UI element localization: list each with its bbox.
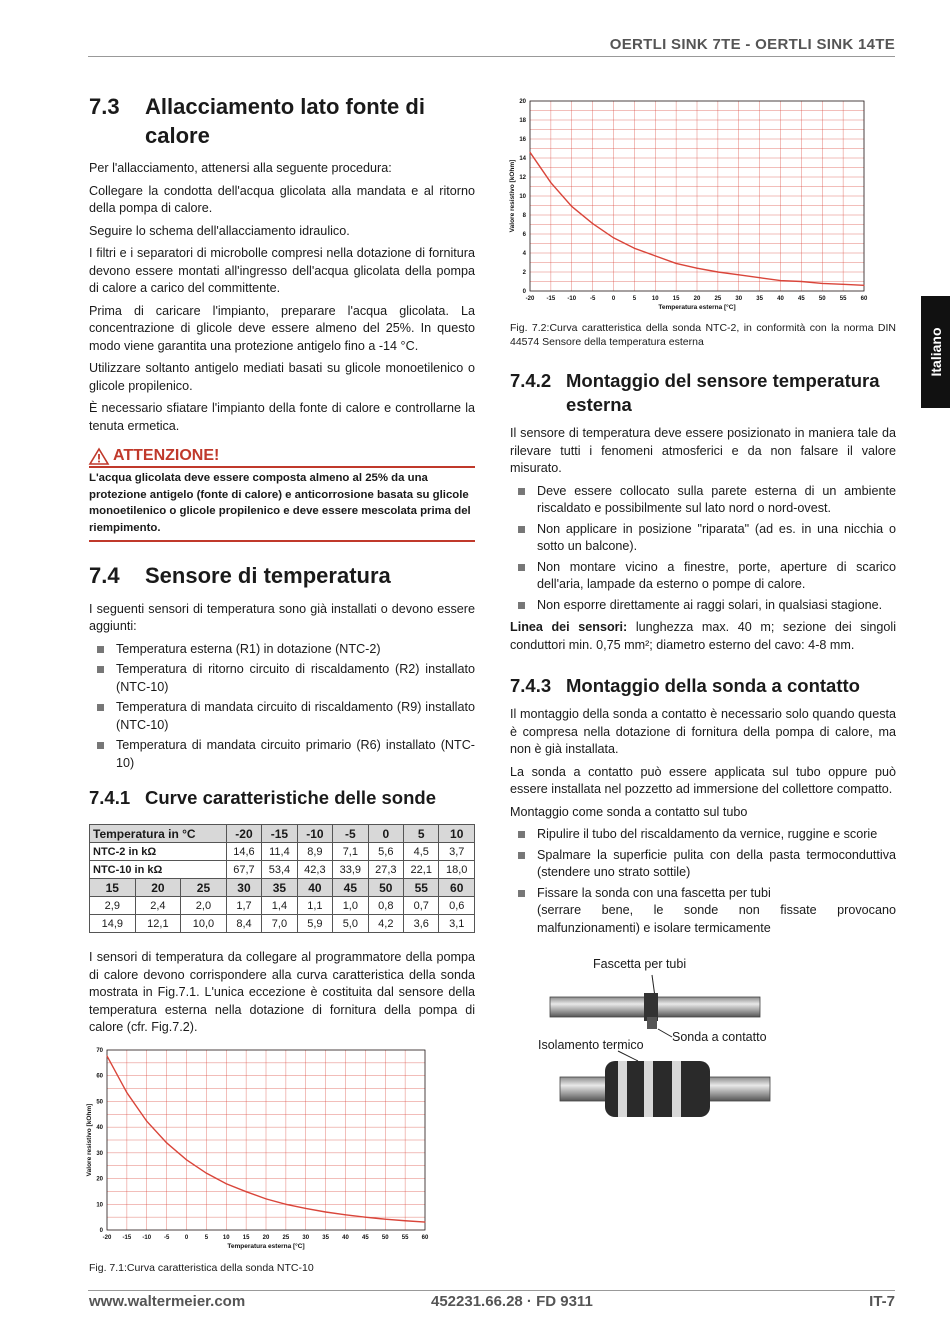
table-cell: 2,4 <box>135 897 181 915</box>
table-cell: 45 <box>333 879 368 897</box>
chart-ntc2 <box>510 95 896 317</box>
data-point <box>801 281 802 282</box>
figure-caption: Fig. 7.1:Curva caratteristica della sonda NTC-10 <box>89 1261 314 1274</box>
list-item: Deve essere collocato sulla parete esterna di un ambiente riscaldato e possibilmente sul lato nord o nord-ovest. <box>510 483 896 518</box>
x-tick-label: 30 <box>735 296 743 302</box>
x-tick-label: -10 <box>142 1234 152 1241</box>
section-7-4-3-heading <box>510 674 896 698</box>
y-tick-label: 50 <box>96 1099 103 1106</box>
list-item: Ripulire il tubo del riscaldamento da vernice, ruggine e scorie <box>510 826 896 844</box>
x-tick-label: 15 <box>672 296 680 302</box>
paragraph: Prima di caricare l'impianto, preparare l'acqua glicolata. La concentrazione di glicole deve essere almeno del 25%. In questo modo viene garantita una protezione antigelo fino a -14 °C. <box>89 303 475 353</box>
contact-probe-list <box>510 826 896 937</box>
section-title: Montaggio del sensore temperatura esterna <box>566 370 880 416</box>
paragraph: Seguire lo schema dell'allacciamento idraulico. <box>89 223 350 238</box>
x-tick-label: -5 <box>163 1234 170 1241</box>
table-cell: -5 <box>333 825 368 843</box>
table-cell: 1,0 <box>333 897 368 915</box>
sensor-line-text: lunghezza max. 40 m; sezione dei singoli conduttori min. 0,75 mm²; diametro esterno del cavo: 4-8 mm. <box>510 620 896 652</box>
x-tick-label: 10 <box>651 296 659 302</box>
paragraph: È necessario sfiatare l'impianto della fonte di calore e controllarne la tenuta ermetica. <box>89 401 475 433</box>
paragraph: Per l'allacciamento, attenersi alla seguente procedura: <box>89 161 392 176</box>
table-cell: 8,9 <box>297 843 332 861</box>
y-tick-label: 20 <box>96 1176 103 1183</box>
y-tick-label: 6 <box>522 232 526 238</box>
y-tick-label: 0 <box>522 289 526 295</box>
x-tick-label: 35 <box>756 296 763 302</box>
data-point <box>676 263 677 264</box>
x-axis-label: Temperatura esterna [°C] <box>227 1242 305 1250</box>
data-point <box>822 283 823 284</box>
section-title: Curve caratteristiche delle sonde <box>145 787 436 809</box>
table-cell: 50 <box>368 879 403 897</box>
table-cell: 67,7 <box>226 861 261 879</box>
data-point <box>759 277 760 278</box>
x-tick-label: 0 <box>611 296 616 302</box>
sensor-line-paragraph <box>510 619 896 654</box>
table-cell: 33,9 <box>333 861 368 879</box>
y-tick-label: 14 <box>519 156 526 162</box>
table-cell: 3,7 <box>439 843 475 861</box>
header-divider <box>88 56 895 57</box>
warning-box <box>89 447 475 542</box>
x-tick-label: 35 <box>322 1234 329 1241</box>
list-item: Temperatura di mandata circuito primario (R6) installato (NTC-10) <box>89 737 475 772</box>
table-cell: 2,0 <box>181 897 227 915</box>
table-cell: 0,8 <box>368 897 403 915</box>
data-point <box>246 1191 247 1192</box>
table-cell: 25 <box>181 879 227 897</box>
paragraph: Il montaggio della sonda a contatto è necessario solo quando questa è compresa nella dotazione di fornitura della pompa di calore, ma non è già installata. <box>510 707 896 757</box>
y-tick-label: 0 <box>99 1227 103 1234</box>
table-cell: 0,6 <box>439 897 475 915</box>
section-number: 7.3 <box>89 94 120 119</box>
y-tick-label: 60 <box>96 1073 103 1080</box>
y-tick-label: 10 <box>519 194 526 200</box>
x-tick-label: 20 <box>693 296 701 302</box>
x-tick-label: 45 <box>362 1234 369 1241</box>
section-7-4-1-heading <box>89 786 475 810</box>
y-tick-label: 30 <box>96 1150 103 1157</box>
section-title: Sensore di temperatura <box>145 563 391 589</box>
paragraph: Collegare la condotta dell'acqua glicolata alla mandata e al ritorno della pompa di calore. <box>89 183 475 216</box>
x-tick-label: 60 <box>421 1234 429 1241</box>
table-cell: 53,4 <box>262 861 297 879</box>
table-cell: 2,9 <box>90 897 136 915</box>
table-cell: Temperatura in °C <box>90 825 227 843</box>
figure-caption: Fig. 7.2:Curva caratteristica della sonda NTC-2, in conformità con la norma DIN 44574 Sensore della temperatura esterna <box>510 322 896 348</box>
data-point <box>126 1092 127 1093</box>
table-row <box>90 843 475 861</box>
x-axis-label: Temperatura esterna [°C] <box>658 304 736 311</box>
table-cell: 3,6 <box>404 915 439 933</box>
paragraph: Montaggio come sonda a contatto sul tubo <box>510 804 748 819</box>
x-tick-label: -20 <box>102 1234 112 1241</box>
x-tick-label: 50 <box>381 1234 389 1241</box>
table-cell: 1,7 <box>226 897 261 915</box>
table-cell: -20 <box>226 825 261 843</box>
table-cell: 42,3 <box>297 861 332 879</box>
section-number: 7.4 <box>89 563 120 589</box>
mounting-list <box>510 483 896 615</box>
x-tick-label: 55 <box>401 1234 409 1241</box>
x-tick-label: -20 <box>525 296 535 302</box>
data-point <box>424 1221 425 1222</box>
x-tick-label: 20 <box>262 1234 270 1241</box>
chart-ntc10 <box>86 1042 475 1250</box>
table-cell: 7,1 <box>333 843 368 861</box>
table-row <box>90 897 475 915</box>
table-cell: -15 <box>262 825 297 843</box>
paragraph: Il sensore di temperatura deve essere posizionato in maniera tale da rilevare tutti i fenomeni atmosferici e da non falsare il valore misurato. <box>510 426 896 476</box>
x-tick-label: 5 <box>632 296 637 302</box>
section-title: Allacciamento lato fonte di calore <box>145 94 425 148</box>
data-point <box>166 1142 167 1143</box>
list-item: Temperatura di ritorno circuito di riscaldamento (R2) installato (NTC-10) <box>89 661 475 696</box>
right-column <box>510 93 896 1107</box>
y-tick-label: 8 <box>522 213 526 219</box>
data-point <box>634 248 635 249</box>
x-tick-label: 50 <box>818 296 826 302</box>
contact-probe-illustration <box>510 957 896 1107</box>
list-item: Spalmare la superficie pulita con della pasta termoconduttiva (stendere uno strato sottile) <box>510 847 896 882</box>
table-cell: 1,4 <box>262 897 297 915</box>
table-cell: 35 <box>262 879 297 897</box>
table-cell: NTC-2 in kΩ <box>90 843 227 861</box>
x-tick-label: -10 <box>567 296 577 302</box>
data-point <box>226 1183 227 1184</box>
x-tick-label: 55 <box>839 296 847 302</box>
data-point <box>571 206 572 207</box>
section-7-3-heading <box>89 93 475 150</box>
section-7-4-heading <box>89 562 475 591</box>
x-tick-label: 25 <box>282 1234 290 1241</box>
data-point <box>613 237 614 238</box>
list-item: Temperatura esterna (R1) in dotazione (NTC-2) <box>89 641 475 659</box>
table-cell: 11,4 <box>262 843 297 861</box>
paragraph: I sensori di temperatura da collegare al programmatore della pompa di calore devono corrispondere alla curva caratteristica della sonda mostrata in Fig.7.1. L'unica eccezione è costituita dal sensore della temperatura esterna nella dotazione di fornitura della pompa di calore (cfr. Fig.7.2). <box>89 950 475 1035</box>
language-tab <box>921 296 950 408</box>
table-cell: 15 <box>90 879 136 897</box>
x-tick-label: 10 <box>222 1234 230 1241</box>
x-tick-label: -15 <box>546 296 556 302</box>
warning-text: L'acqua glicolata deve essere composta almeno al 25% da una protezione antigelo (fonte di calore) e anticorrosione basata su glicole monoetilenico o glicole propilenico e deve essere mescolata prima del riempimento. <box>89 472 471 534</box>
paragraph: La sonda a contatto può essere applicata sul tubo oppure può essere installata nel pozzetto ad immersione del collettore compatto. <box>510 764 896 797</box>
paragraph: I filtri e i separatori di microbolle compresi nella dotazione di fornitura devono essere montati all'ingresso dell'acqua glicolata della pompa di calore a carico del committente. <box>89 246 475 296</box>
table-cell: 5,9 <box>297 915 332 933</box>
y-tick-label: 2 <box>522 270 526 276</box>
table-cell: NTC-10 in kΩ <box>90 861 227 879</box>
x-tick-label: 40 <box>777 296 784 302</box>
header-title: OERTLI SINK 7TE - OERTLI SINK 14TE <box>609 36 895 53</box>
y-axis-label: Valore resistivo [kOhm] <box>509 159 516 233</box>
x-tick-label: 25 <box>714 296 722 302</box>
list-item: Temperatura di mandata circuito di riscaldamento (R9) installato (NTC-10) <box>89 699 475 734</box>
warning-title-text: ATTENZIONE! <box>113 447 220 465</box>
footer-page-number: IT-7 <box>869 1293 895 1310</box>
table-cell: 4,5 <box>404 843 439 861</box>
data-point <box>717 271 718 272</box>
y-tick-label: 40 <box>96 1124 103 1131</box>
table-cell: 7,0 <box>262 915 297 933</box>
table-row <box>90 861 475 879</box>
list-item <box>510 885 896 938</box>
x-tick-label: 40 <box>342 1234 349 1241</box>
section-number: 7.4.2 <box>510 370 552 391</box>
probe-label: Sonda a contatto <box>672 1030 767 1045</box>
table-cell: 30 <box>226 879 261 897</box>
data-point <box>285 1204 286 1205</box>
table-row <box>90 915 475 933</box>
data-point <box>106 1055 107 1056</box>
table-cell: 8,4 <box>226 915 261 933</box>
sensor-line-label: Linea dei sensori: <box>510 620 628 635</box>
data-point <box>863 285 864 286</box>
table-row <box>90 879 475 897</box>
data-point <box>146 1120 147 1121</box>
clamp-label: Fascetta per tubi <box>593 957 687 972</box>
data-point <box>325 1211 326 1212</box>
data-point <box>365 1216 366 1217</box>
y-tick-label: 10 <box>96 1202 103 1209</box>
x-tick-label: 15 <box>242 1234 250 1241</box>
x-tick-label: 60 <box>860 296 868 302</box>
x-tick-label: 5 <box>204 1234 209 1241</box>
table-cell: 0,7 <box>404 897 439 915</box>
y-tick-label: 16 <box>519 137 526 143</box>
table-cell: 14,9 <box>90 915 136 933</box>
y-tick-label: 70 <box>96 1047 103 1054</box>
paragraph: I seguenti sensori di temperatura sono già installati o devono essere aggiunti: <box>89 601 475 634</box>
x-tick-label: 0 <box>184 1234 189 1241</box>
table-cell: 14,6 <box>226 843 261 861</box>
table-cell: 12,1 <box>135 915 181 933</box>
data-point <box>655 255 656 256</box>
data-point <box>550 182 551 183</box>
table-cell: 1,1 <box>297 897 332 915</box>
section-title: Montaggio della sonda a contatto <box>566 675 860 697</box>
data-point <box>345 1214 346 1215</box>
list-item-text: Fissare la sonda con una fascetta per tubi <box>537 885 771 900</box>
table-cell: 55 <box>404 879 439 897</box>
table-cell: 60 <box>439 879 475 897</box>
table-cell: 4,2 <box>368 915 403 933</box>
footer-divider <box>88 1290 895 1291</box>
table-cell: 18,0 <box>439 861 475 879</box>
table-cell: 20 <box>135 879 181 897</box>
list-item-text: (serrare bene, le sonde non fissate provocano malfunzionamenti) e isolare termicamente <box>537 903 896 935</box>
table-cell: 0 <box>368 825 403 843</box>
data-point <box>529 152 530 153</box>
table-cell: 22,1 <box>404 861 439 879</box>
sensor-table <box>89 824 475 933</box>
table-cell: 40 <box>297 879 332 897</box>
data-point <box>206 1172 207 1173</box>
x-tick-label: -15 <box>122 1234 132 1241</box>
footer-website: www.waltermeier.com <box>89 1293 246 1310</box>
table-row <box>90 825 475 843</box>
section-number: 7.4.1 <box>89 787 131 809</box>
data-point <box>843 284 844 285</box>
x-tick-label: -5 <box>589 296 596 302</box>
table-cell: 5,0 <box>333 915 368 933</box>
footer-doc-code: 452231.66.28 · FD 9311 <box>431 1293 593 1310</box>
data-point <box>780 280 781 281</box>
y-tick-label: 18 <box>519 118 526 124</box>
paragraph: Utilizzare soltanto antigelo mediati basati su glicole monoetilenico o glicole propilenico. <box>89 361 475 393</box>
section-7-4-2-heading <box>510 369 896 417</box>
y-tick-label: 4 <box>522 251 526 257</box>
data-point <box>738 274 739 275</box>
y-tick-label: 12 <box>519 175 526 181</box>
x-tick-label: 45 <box>798 296 805 302</box>
sensor-list <box>89 641 475 773</box>
language-tab-label: Italiano <box>927 327 944 377</box>
section-number: 7.4.3 <box>510 675 552 697</box>
data-point <box>385 1218 386 1219</box>
table-cell: 10 <box>439 825 475 843</box>
warning-title <box>89 447 475 468</box>
warning-triangle-icon <box>89 448 109 465</box>
list-item: Non applicare in posizione "riparata" (ad es. in una nicchia o sotto un balcone). <box>510 521 896 556</box>
left-column <box>86 93 475 1275</box>
data-point <box>405 1220 406 1221</box>
table-cell: 27,3 <box>368 861 403 879</box>
y-axis-label: Valore resistivo [kOhm] <box>86 1103 93 1177</box>
data-point <box>592 223 593 224</box>
table-cell: 3,1 <box>439 915 475 933</box>
table-cell: -10 <box>297 825 332 843</box>
list-item: Non montare vicino a finestre, porte, aperture di scarico dell'aria, lampade da esterno o pompe di calore. <box>510 559 896 594</box>
data-point <box>696 268 697 269</box>
table-cell: 5 <box>404 825 439 843</box>
list-item: Non esporre direttamente ai raggi solari, in qualsiasi stagione. <box>510 597 896 615</box>
x-tick-label: 30 <box>302 1234 310 1241</box>
insulation-label: Isolamento termico <box>538 1038 644 1053</box>
data-point <box>305 1208 306 1209</box>
data-point <box>186 1159 187 1160</box>
table-cell: 10,0 <box>181 915 227 933</box>
table-cell: 5,6 <box>368 843 403 861</box>
y-tick-label: 20 <box>519 99 526 105</box>
data-point <box>265 1198 266 1199</box>
